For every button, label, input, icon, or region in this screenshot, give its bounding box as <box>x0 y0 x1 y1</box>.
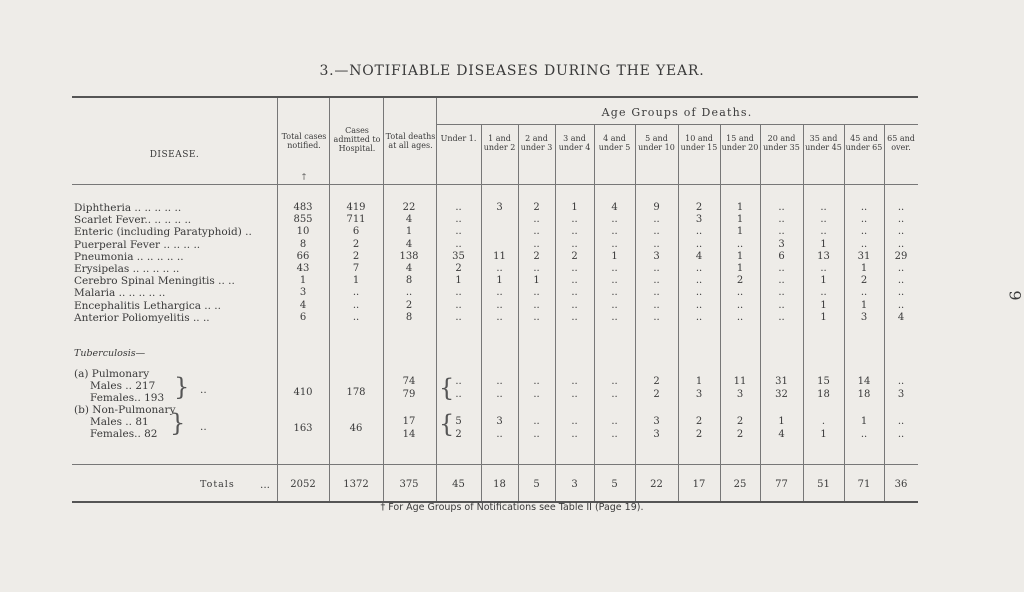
age-death-value: 3 <box>778 238 785 250</box>
nonpulmonary-admitted: 46 <box>349 423 363 434</box>
pulmonary-brace: } <box>174 373 190 401</box>
totals-age-value: 17 <box>692 479 706 490</box>
age-death-value: .. <box>653 299 660 311</box>
age-death-value: .. <box>778 226 785 238</box>
age-death-value: 1 <box>860 263 868 274</box>
age-group-header: 35 and under 45 <box>805 134 842 152</box>
age-death-value: .. <box>571 299 578 311</box>
tb-age-death-value: 2 <box>455 429 462 440</box>
age-death-value: .. <box>496 263 503 274</box>
admitted-value: .. <box>352 287 360 299</box>
age-death-value: .. <box>820 214 827 226</box>
age-groups-header: Age Groups of Deaths. <box>601 106 753 119</box>
age-death-value: .. <box>455 287 462 299</box>
age-death-value: .. <box>778 299 785 311</box>
tb-age-death-value: 3 <box>653 429 660 440</box>
age-death-value: .. <box>897 287 905 299</box>
notified-value: 1 <box>299 275 307 287</box>
notified-value: 855 <box>293 214 313 226</box>
age-death-value: 1 <box>736 250 744 262</box>
age-death-value: .. <box>897 238 905 250</box>
age-death-value: .. <box>860 238 868 250</box>
deaths-value: 22 <box>402 202 416 213</box>
age-death-value: 1 <box>820 311 827 323</box>
admitted-value: 2 <box>352 250 360 262</box>
age-death-value: 2 <box>695 202 703 213</box>
age-death-value: .. <box>695 299 703 311</box>
tb-age-death-value: .. <box>496 376 503 387</box>
age-group-header: 2 and under 3 <box>520 134 553 152</box>
tb-age-death-value: .. <box>571 376 578 387</box>
tb-age-death-value: .. <box>455 389 462 400</box>
tb-age-death-value: 2 <box>695 429 703 440</box>
age-death-value: .. <box>533 299 540 311</box>
disease-label: Puerperal Fever .. .. .. .. <box>74 238 201 251</box>
tb-age-death-value: 18 <box>817 389 830 400</box>
totals-age-value: 25 <box>733 479 747 490</box>
dagger-mark: † <box>302 172 306 181</box>
age-death-value: .. <box>897 275 905 287</box>
age-death-value: .. <box>778 202 785 213</box>
age-death-value: .. <box>533 238 540 250</box>
age-death-value: .. <box>695 238 703 250</box>
tb-age-death-value: .. <box>611 416 618 427</box>
age-death-value: 3 <box>653 250 660 262</box>
tb-age-death-value: .. <box>533 429 540 440</box>
tb-age-death-value: 1 <box>778 416 785 427</box>
admitted-value: 1 <box>352 275 360 287</box>
age-death-value: .. <box>455 311 462 323</box>
notifiable-diseases-table <box>72 96 918 503</box>
pulmonary-females-label: Females.. 193 <box>90 392 165 404</box>
tb-age-death-value: 32 <box>775 389 788 400</box>
age-death-value: .. <box>860 202 868 213</box>
age-death-value: .. <box>455 214 462 226</box>
nonpulmonary-females-label: Females.. 82 <box>90 428 158 440</box>
tb-age-death-value: 3 <box>695 389 703 400</box>
nonpulmonary-females-deaths: 14 <box>402 429 416 440</box>
totals-age-value: 5 <box>611 479 618 490</box>
age-death-value: .. <box>653 214 660 226</box>
totals-age-value: 18 <box>493 479 506 490</box>
admitted-value: 6 <box>352 226 360 238</box>
age-death-value: .. <box>736 299 744 311</box>
age-death-value: .. <box>897 214 905 226</box>
age-death-value: 1 <box>820 275 827 287</box>
total-deaths-header: Total deaths at all ages. <box>385 132 436 150</box>
age-death-value: 1 <box>860 299 868 311</box>
disease-label: Cerebro Spinal Meningitis .. .. <box>74 275 235 288</box>
age-death-value: .. <box>778 214 785 226</box>
age-death-value: .. <box>533 287 540 299</box>
age-death-value: .. <box>778 287 785 299</box>
age-death-value: 1 <box>736 214 744 226</box>
age-death-value: 3 <box>496 202 503 213</box>
tb-age-death-value: .. <box>571 389 578 400</box>
disease-header: DISEASE. <box>149 150 200 160</box>
age-group-header: 10 and under 15 <box>680 134 718 152</box>
age-death-value: .. <box>778 275 785 287</box>
pulmonary-notified: 410 <box>293 387 313 398</box>
age-death-value: .. <box>611 214 618 226</box>
age-death-value: .. <box>571 311 578 323</box>
age-death-value: .. <box>653 238 660 250</box>
age-death-value: .. <box>496 299 503 311</box>
age-death-value: 2 <box>860 275 868 287</box>
nonpulmonary-deaths-brace: { <box>439 410 455 438</box>
age-death-value: 1 <box>571 202 578 213</box>
age-death-value: 1 <box>820 299 827 311</box>
age-death-value: .. <box>571 263 578 274</box>
pulmonary-males-label: Males .. 217 <box>90 380 156 392</box>
tb-age-death-value: 2 <box>736 416 744 427</box>
tuberculosis-heading: Tuberculosis— <box>74 348 146 359</box>
pulmonary-dots: .. <box>200 384 207 396</box>
notified-value: 483 <box>293 202 313 213</box>
age-death-value: .. <box>695 275 703 287</box>
age-death-value: .. <box>455 238 462 250</box>
pulmonary-deaths-brace: { <box>439 374 455 402</box>
tb-age-death-value: . <box>821 416 826 427</box>
age-death-value: .. <box>736 287 744 299</box>
pulmonary-label: (a) Pulmonary <box>74 368 150 380</box>
tb-age-death-value: .. <box>455 376 462 387</box>
pulmonary-admitted: 178 <box>346 387 366 398</box>
total-notified-header: Total cases notified. <box>281 132 327 150</box>
col-divider <box>329 98 330 501</box>
age-death-value: .. <box>736 311 744 323</box>
age-death-value: .. <box>611 275 618 287</box>
age-group-header: Under 1. <box>440 134 477 143</box>
age-death-value: 3 <box>695 214 703 226</box>
tb-age-death-value: 18 <box>857 389 871 400</box>
age-death-value: .. <box>736 238 744 250</box>
totals-age-value: 36 <box>894 479 908 490</box>
age-death-value: .. <box>533 226 540 238</box>
nonpulmonary-brace: } <box>170 409 186 437</box>
admitted-value: 711 <box>346 214 366 226</box>
notified-value: 43 <box>296 263 310 274</box>
age-death-value: .. <box>571 238 578 250</box>
tb-age-death-value: 31 <box>775 376 788 387</box>
age-death-value: .. <box>897 202 905 213</box>
age-death-value: .. <box>496 287 503 299</box>
age-death-value: 1 <box>820 238 827 250</box>
age-death-value: 1 <box>455 275 462 287</box>
tb-age-death-value: .. <box>897 416 905 427</box>
page-number: 9 <box>1005 290 1024 301</box>
tb-age-death-value: 4 <box>778 429 785 440</box>
footnote: † For Age Groups of Notifications see Table II (Page 19). <box>380 502 644 513</box>
tb-age-death-value: 1 <box>695 376 703 387</box>
nonpulmonary-males-label: Males .. 81 <box>90 416 149 428</box>
age-death-value: 4 <box>611 202 618 213</box>
totals-age-value: 5 <box>533 479 540 490</box>
age-group-header: 1 and under 2 <box>483 134 516 152</box>
nonpulmonary-males-deaths: 17 <box>402 416 416 427</box>
admitted-value: 7 <box>352 263 360 274</box>
age-death-value: .. <box>611 263 618 274</box>
age-death-value: .. <box>653 311 660 323</box>
tb-age-death-value: 2 <box>653 389 660 400</box>
header-divider <box>72 184 918 185</box>
deaths-value: 1 <box>405 226 413 238</box>
age-death-value: 1 <box>736 202 744 213</box>
tb-age-death-value: .. <box>571 429 578 440</box>
deaths-value: 2 <box>405 299 413 311</box>
notified-value: 4 <box>299 299 307 311</box>
nonpulmonary-label: (b) Non-Pulmonary <box>74 404 176 416</box>
tb-age-death-value: 5 <box>455 416 462 427</box>
notified-value: 10 <box>296 226 310 238</box>
notified-value: 66 <box>296 250 310 262</box>
age-death-value: .. <box>533 311 540 323</box>
totals-age-value: 51 <box>817 479 830 490</box>
age-death-value: .. <box>455 226 462 238</box>
tb-age-death-value: 3 <box>897 389 905 400</box>
tb-age-death-value: 11 <box>733 376 747 387</box>
age-death-value: 4 <box>695 250 703 262</box>
age-death-value: .. <box>455 202 462 213</box>
disease-label: Diphtheria .. .. .. .. .. <box>74 202 182 214</box>
age-death-value: 1 <box>736 263 744 274</box>
deaths-value: 4 <box>405 238 413 250</box>
deaths-value: 8 <box>405 275 413 287</box>
age-death-value: 6 <box>778 250 785 262</box>
tb-age-death-value: 2 <box>653 376 660 387</box>
tb-age-death-value: .. <box>496 389 503 400</box>
pulmonary-females-deaths: 79 <box>402 389 416 400</box>
age-death-value: .. <box>860 214 868 226</box>
deaths-value: 8 <box>405 311 413 323</box>
disease-label: Anterior Poliomyelitis .. .. <box>74 311 210 324</box>
age-death-value: .. <box>820 287 827 299</box>
tb-age-death-value: 2 <box>695 416 703 427</box>
age-group-header: 15 and under 20 <box>721 134 759 152</box>
age-death-value: .. <box>653 226 660 238</box>
age-death-value: .. <box>860 226 868 238</box>
age-group-header: 4 and under 5 <box>598 134 631 152</box>
age-death-value: 35 <box>452 250 465 262</box>
disease-label: Encephalitis Lethargica .. .. <box>74 299 221 312</box>
age-death-value: 29 <box>894 250 908 262</box>
age-group-header: 3 and under 4 <box>558 134 591 152</box>
nonpulmonary-notified: 163 <box>293 423 313 434</box>
tb-age-death-value: .. <box>571 416 578 427</box>
totals-label: Totals <box>200 479 235 490</box>
age-death-value: .. <box>653 263 660 274</box>
deaths-value: 4 <box>405 263 413 274</box>
age-death-value: 2 <box>736 275 744 287</box>
age-death-value: 9 <box>653 202 660 213</box>
admitted-value: 2 <box>352 238 360 250</box>
admitted-value: .. <box>352 311 360 323</box>
age-death-value: .. <box>860 287 868 299</box>
age-death-value: .. <box>611 226 618 238</box>
age-death-value: .. <box>611 287 618 299</box>
tb-age-death-value: 3 <box>653 416 660 427</box>
age-group-header: 20 and under 35 <box>763 134 800 152</box>
tb-age-death-value: 14 <box>857 376 871 387</box>
totals-age-value: 77 <box>775 479 788 490</box>
age-death-value: 3 <box>860 311 868 323</box>
age-death-value: .. <box>820 263 827 274</box>
age-death-value: 1 <box>736 226 744 238</box>
age-death-value: .. <box>695 263 703 274</box>
tb-age-death-value: .. <box>897 429 905 440</box>
totals-deaths: 375 <box>399 479 419 490</box>
col-divider <box>277 98 278 501</box>
age-death-value: .. <box>533 214 540 226</box>
tb-age-death-value: 3 <box>736 389 744 400</box>
age-death-value: .. <box>778 263 785 274</box>
totals-age-value: 3 <box>571 479 578 490</box>
disease-label: Scarlet Fever.. .. .. .. .. <box>74 214 192 227</box>
age-death-value: .. <box>695 226 703 238</box>
deaths-value: .. <box>405 287 413 299</box>
tb-age-death-value: .. <box>611 389 618 400</box>
age-death-value: 1 <box>611 250 618 262</box>
age-death-value: .. <box>778 311 785 323</box>
age-group-header: 5 and under 10 <box>638 134 675 152</box>
age-death-value: .. <box>820 226 827 238</box>
age-death-value: 2 <box>571 250 578 262</box>
totals-age-value: 71 <box>857 479 871 490</box>
deaths-value: 138 <box>399 250 419 262</box>
age-death-value: .. <box>533 263 540 274</box>
tb-age-death-value: 15 <box>817 376 830 387</box>
age-death-value: .. <box>455 299 462 311</box>
tb-age-death-value: 1 <box>860 416 868 427</box>
age-death-value: 13 <box>817 250 830 262</box>
age-death-value: .. <box>571 275 578 287</box>
tb-age-death-value: .. <box>611 429 618 440</box>
deaths-value: 4 <box>405 214 413 226</box>
age-death-value: 4 <box>897 311 905 323</box>
disease-label: Malaria .. .. .. .. .. <box>74 287 166 300</box>
age-groups-divider <box>436 124 918 125</box>
age-death-value: .. <box>496 311 503 323</box>
totals-age-value: 22 <box>650 479 663 490</box>
notified-value: 6 <box>299 311 307 323</box>
age-death-value: .. <box>611 238 618 250</box>
tb-age-death-value: .. <box>496 429 503 440</box>
tb-age-death-value: .. <box>611 376 618 387</box>
totals-admitted: 1372 <box>343 479 369 490</box>
age-death-value: .. <box>611 299 618 311</box>
age-death-value: .. <box>820 202 827 213</box>
disease-label: Erysipelas .. .. .. .. .. <box>74 263 180 275</box>
age-death-value: .. <box>571 226 578 238</box>
age-death-value: .. <box>695 287 703 299</box>
disease-label: Enteric (including Paratyphoid) .. <box>74 226 252 239</box>
admitted-header: Cases admitted to Hospital. <box>333 126 381 153</box>
notified-value: 3 <box>299 287 307 299</box>
age-death-value: .. <box>611 311 618 323</box>
age-death-value: 2 <box>533 250 540 262</box>
age-death-value: 31 <box>857 250 871 262</box>
age-death-value: .. <box>571 214 578 226</box>
age-group-header: 45 and under 65 <box>845 134 883 152</box>
totals-age-value: 45 <box>452 479 465 490</box>
notified-value: 8 <box>299 238 307 250</box>
age-death-value: 11 <box>493 250 506 262</box>
tb-age-death-value: .. <box>533 376 540 387</box>
age-group-header: 65 and over. <box>887 134 915 152</box>
pulmonary-males-deaths: 74 <box>402 376 416 387</box>
age-death-value: .. <box>897 299 905 311</box>
age-death-value: 2 <box>533 202 540 213</box>
tb-age-death-value: .. <box>533 416 540 427</box>
totals-divider <box>72 464 918 465</box>
tb-age-death-value: 3 <box>496 416 503 427</box>
age-death-value: .. <box>695 311 703 323</box>
nonpulmonary-dots: .. <box>200 421 207 433</box>
tb-age-death-value: .. <box>860 429 868 440</box>
tb-age-death-value: 1 <box>820 429 827 440</box>
age-death-value: 1 <box>533 275 540 287</box>
admitted-value: .. <box>352 299 360 311</box>
age-death-value: 2 <box>455 263 462 274</box>
age-death-value: .. <box>653 275 660 287</box>
age-death-value: 1 <box>496 275 503 287</box>
table-title: 3.—NOTIFIABLE DISEASES DURING THE YEAR. <box>319 63 705 79</box>
tb-age-death-value: .. <box>897 376 905 387</box>
age-death-value: .. <box>897 226 905 238</box>
col-divider <box>383 98 384 501</box>
age-death-value: .. <box>897 263 905 274</box>
disease-label: Pneumonia .. .. .. .. .. <box>74 250 184 263</box>
admitted-value: 419 <box>346 202 366 213</box>
tb-age-death-value: .. <box>533 389 540 400</box>
totals-dots: ... <box>260 479 271 491</box>
totals-notified: 2052 <box>290 479 316 490</box>
tb-age-death-value: 2 <box>736 429 744 440</box>
age-death-value: .. <box>653 287 660 299</box>
age-death-value: .. <box>571 287 578 299</box>
